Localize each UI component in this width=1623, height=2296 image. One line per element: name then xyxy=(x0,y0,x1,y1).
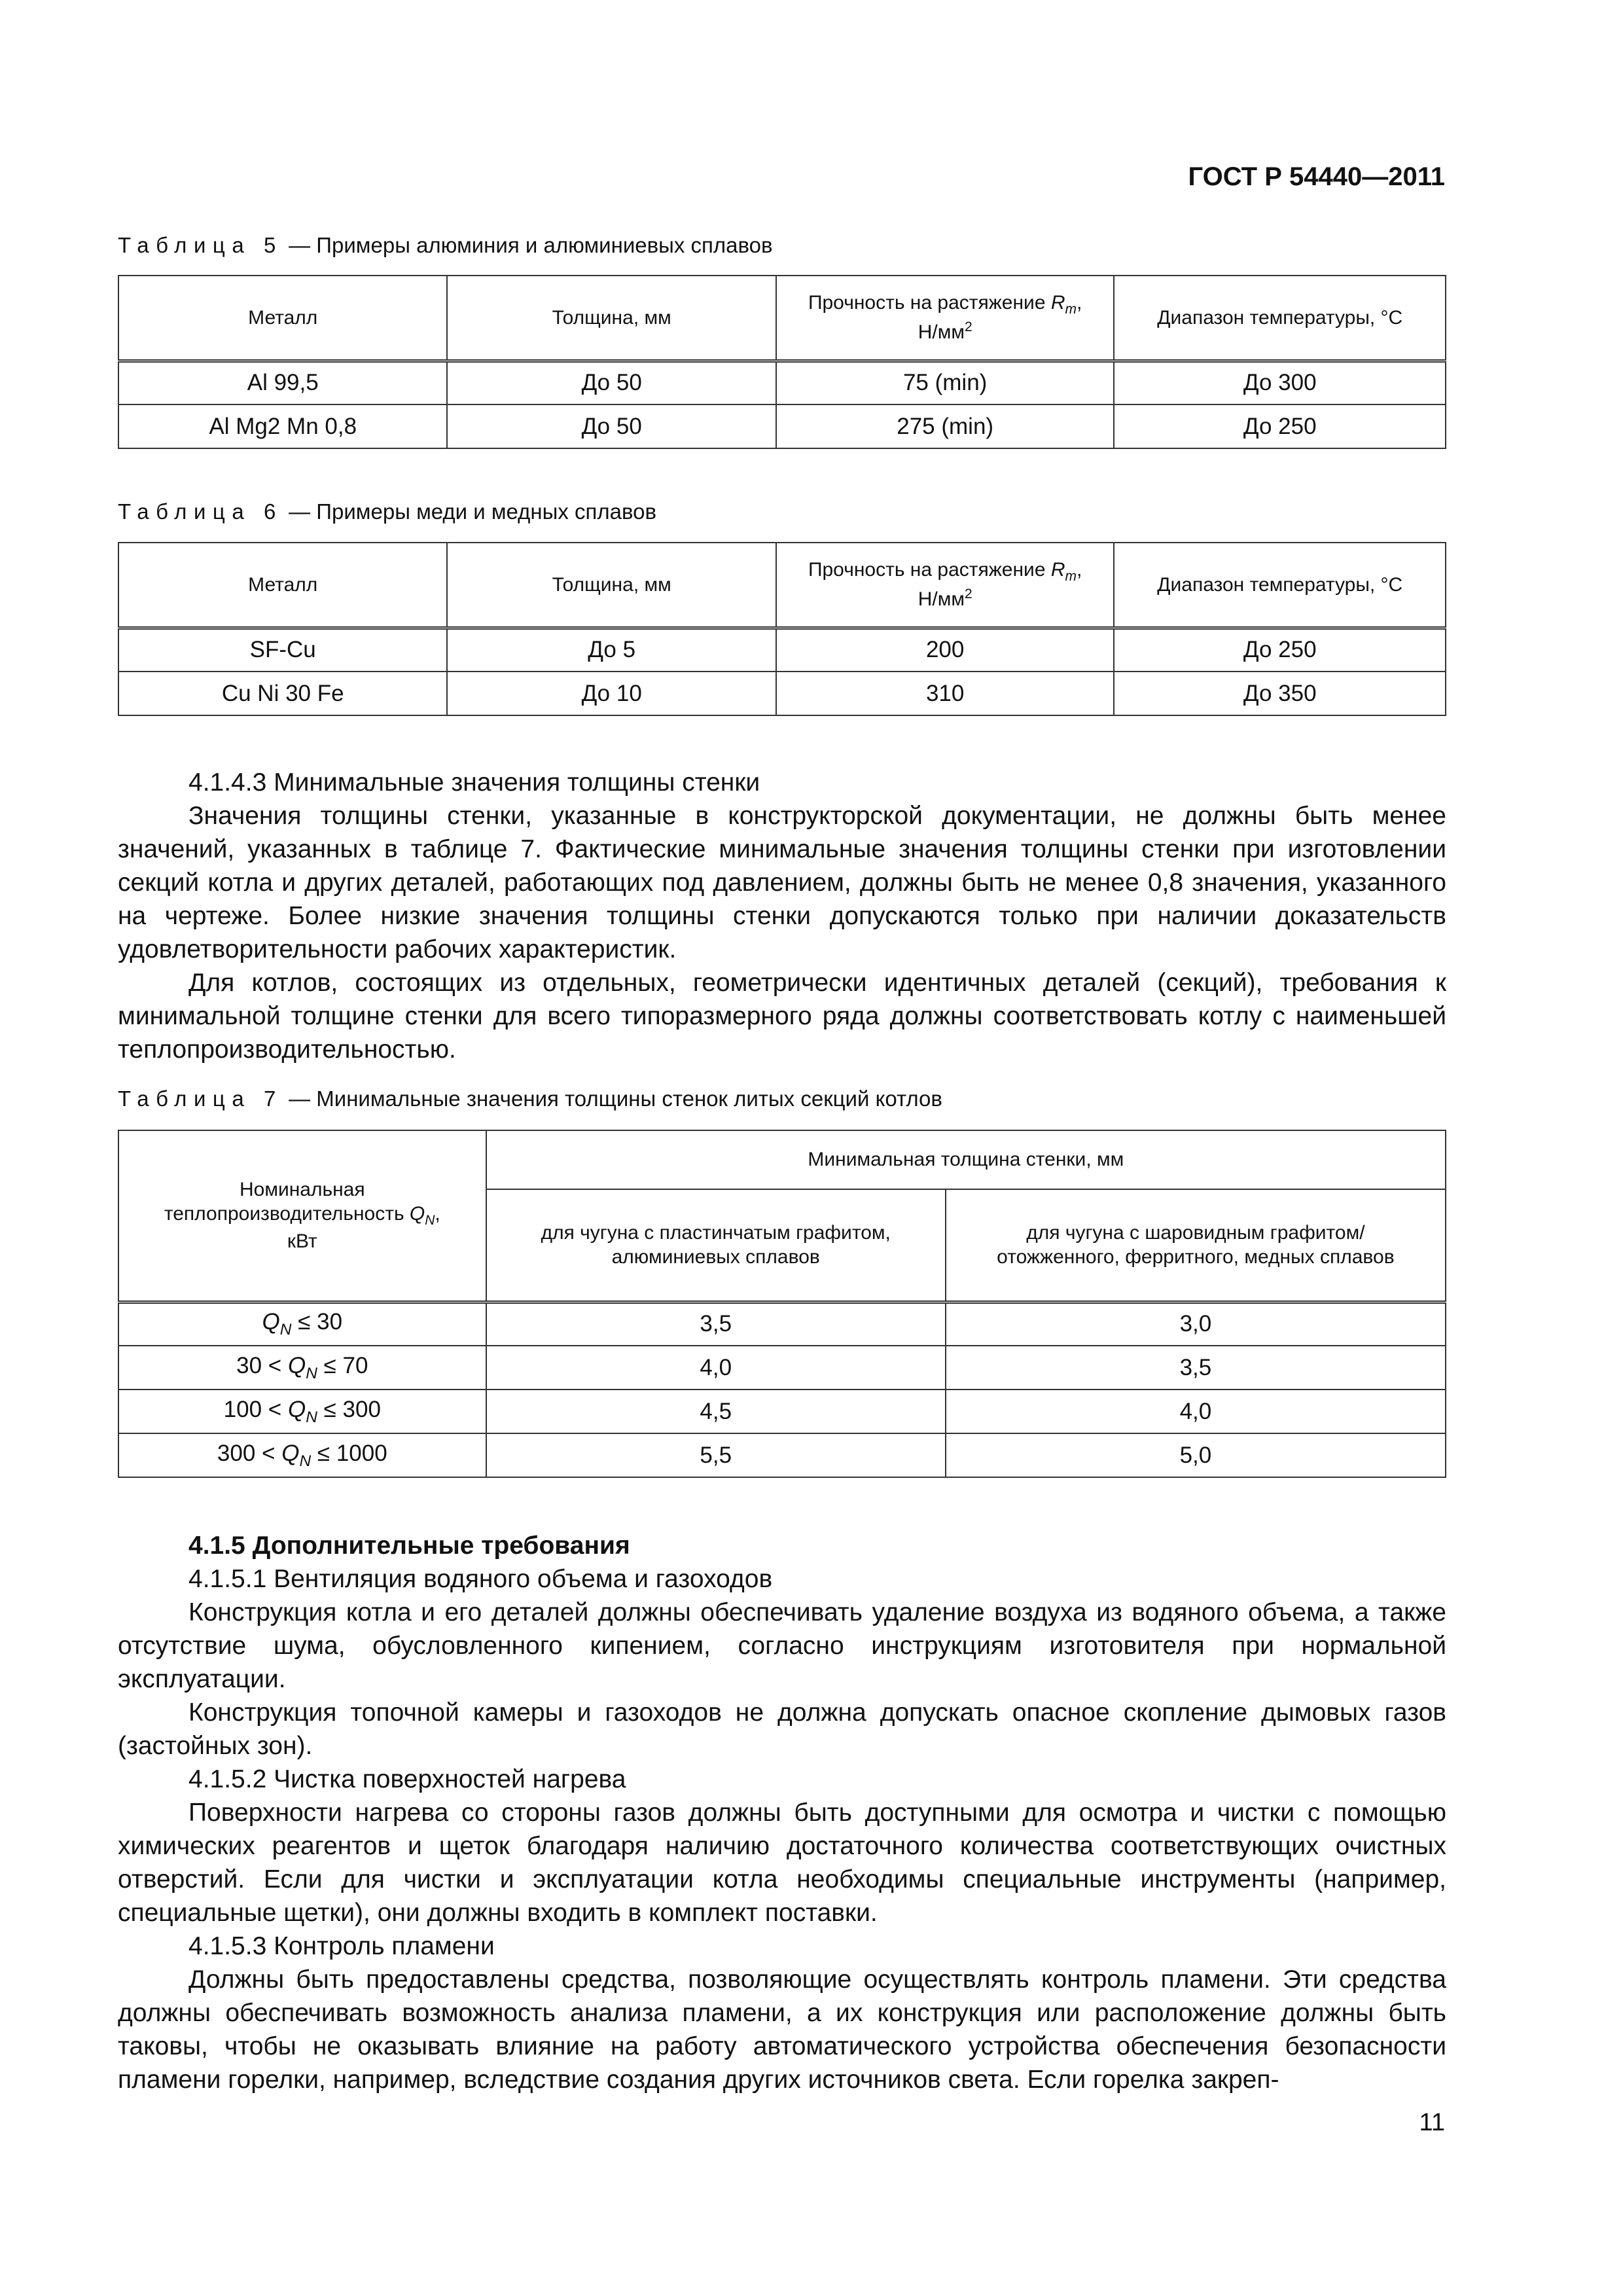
table7 xyxy=(118,1130,1446,1478)
section-4-1-4-3 xyxy=(118,766,1446,1066)
paragraph: Конструкция топочной камеры и газоходов не должна допускать опасное скопление дымовых газов (застойных зон). xyxy=(118,1698,1446,1760)
subsection-title: 4.1.5.1 Вентиляция водяного объема и газоходов xyxy=(188,1565,773,1593)
table7-header-spheroidal: для чугуна с шаровидным графитом/отожженного, ферритного, медных сплавов xyxy=(946,1189,1446,1302)
table7-header-power: Номинальная теплопроизводительность $Q_N$, кВт xyxy=(118,1130,486,1302)
table6-header-metal: Металл xyxy=(118,543,447,628)
table6-header-strength: Прочность на растяжение $R_m$, $Н/мм^2$ xyxy=(776,543,1115,628)
table7-caption xyxy=(118,1086,942,1111)
table6-caption-text: — Примеры меди и медных сплавов xyxy=(282,499,657,524)
page-number: 11 xyxy=(1419,2109,1445,2136)
table6-header-thickness: Толщина, мм xyxy=(447,543,776,628)
table-row: $Q_N \le 30$ 3,5 3,0 xyxy=(118,1302,1446,1346)
table5-caption-text: — Примеры алюминия и алюминиевых сплавов xyxy=(282,233,773,257)
section-title: 4.1.4.3 Минимальные значения толщины стенки xyxy=(188,768,760,797)
table5-caption-label: Таблица 5 xyxy=(118,233,283,257)
table5-header-metal: Металл xyxy=(118,276,447,361)
table-row: SF-Cu До 5 200 До 250 xyxy=(118,628,1446,672)
paragraph: Для котлов, состоящих из отдельных, геометрически идентичных деталей (секций), требования к минимальной толщине стенки для всего типоразмерного ряда должны соответствовать котлу с наименьшей теплопроизводительностью. xyxy=(118,969,1446,1064)
table7-header-min-thickness: Минимальная толщина стенки, мм xyxy=(486,1130,1446,1189)
table-row: $300 < Q_N \le 1000$ 5,5 5,0 xyxy=(118,1433,1446,1477)
table5-header-strength: Прочность на растяжение $R_m$, $Н/мм^2$ xyxy=(776,276,1115,361)
table-row: $100 < Q_N \le 300$ 4,5 4,0 xyxy=(118,1390,1446,1433)
table-row: Cu Ni 30 Fe До 10 310 До 350 xyxy=(118,672,1446,715)
standard-header: ГОСТ Р 54440—2011 xyxy=(1188,162,1445,191)
table-row: Al 99,5 До 50 75 (min) До 300 xyxy=(118,361,1446,404)
table6-caption-label: Таблица 6 xyxy=(118,499,283,524)
paragraph: Значения толщины стенки, указанные в конструкторской документации, не должны быть менее значений, указанных в таблице 7. Фактические минимальные значения толщины стенки при изготовлении секций котла и других деталей, работающих под давлением, должны быть не менее 0,8 значения, указанного на чертеже. Более низкие значения толщины стенки допускаются только при наличии доказательств удовлетворительности рабочих характеристик. xyxy=(118,802,1446,963)
section-4-1-5 xyxy=(118,1529,1446,2096)
table5 xyxy=(118,275,1446,449)
paragraph: Поверхности нагрева со стороны газов должны быть доступными для осмотра и чистки с помощью химических реагентов и щеток благодаря наличию достаточного количества соответствующих очистных отверстий. Если для чистки и эксплуатации котла необходимы специальные инструменты (например, специальные щетки), они должны входить в комплект поставки. xyxy=(118,1799,1446,1927)
table5-header-thickness: Толщина, мм xyxy=(447,276,776,361)
table-row: $30 < Q_N \le 70$ 4,0 3,5 xyxy=(118,1346,1446,1390)
table5-header-temperature: Диапазон температуры, °С xyxy=(1114,276,1446,361)
table7-header-lamellar: для чугуна с пластинчатым графитом, алюминиевых сплавов xyxy=(486,1189,946,1302)
subsection-title: 4.1.5.3 Контроль пламени xyxy=(188,1932,495,1960)
section-title: 4.1.5 Дополнительные требования xyxy=(188,1532,630,1560)
table-row: Al Mg2 Mn 0,8 До 50 275 (min) До 250 xyxy=(118,404,1446,448)
table7-caption-label: Таблица 7 xyxy=(118,1086,283,1111)
table6-caption xyxy=(118,499,656,524)
subsection-title: 4.1.5.2 Чистка поверхностей нагрева xyxy=(188,1765,626,1793)
table6 xyxy=(118,542,1446,716)
table5-caption xyxy=(118,233,773,258)
table6-header-temperature: Диапазон температуры, °С xyxy=(1114,543,1446,628)
paragraph: Конструкция котла и его деталей должны обеспечивать удаление воздуха из водяного объема, а также отсутствие шума, обусловленного кипением, согласно инструкциям изготовителя при нормальной эксплуатации. xyxy=(118,1598,1446,1693)
paragraph: Должны быть предоставлены средства, позволяющие осуществлять контроль пламени. Эти средства должны обеспечивать возможность анализа пламени, а их конструкция или расположение должны быть таковы, чтобы не оказывать влияние на работу автоматического устройства обеспечения безопасности пламени горелки, например, вследствие создания других источников света. Если горелка закреп- xyxy=(118,1965,1446,2094)
table7-caption-text: — Минимальные значения толщины стенок литых секций котлов xyxy=(282,1086,942,1111)
